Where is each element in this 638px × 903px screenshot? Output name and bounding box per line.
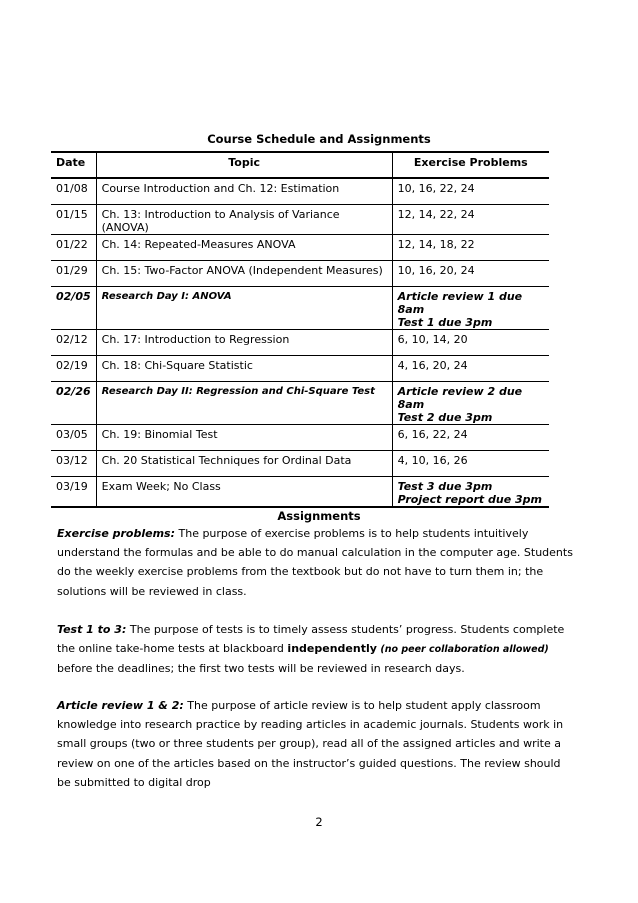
table-row (51, 260, 549, 286)
exercise-paragraph (57, 524, 577, 601)
cell-topic: Ch. 13: Introduction to Analysis of Variance (ANOVA) (96, 204, 392, 234)
cell-date: 02/19 (51, 355, 96, 381)
cell-exercise (392, 178, 549, 204)
exercise-line-1: 4, 16, 20, 24 (397, 358, 468, 372)
exercise-text: The purpose of exercise problems is to help students intuitively understand the formulas and be able to do manual calculation in the computer age. Students do the weekly exercise problems from the textbook but do not have to turn them in; the solutions will be reviewed in class. (57, 527, 573, 598)
table-row (51, 355, 549, 381)
cell-date: 02/12 (51, 329, 96, 355)
exercise-line-1: Article review 1 due 8am (397, 289, 523, 316)
table-row (51, 424, 549, 450)
cell-exercise (392, 476, 549, 507)
cell-topic: Ch. 18: Chi-Square Statistic (96, 355, 392, 381)
cell-exercise (392, 204, 549, 234)
exercise-line-1: 10, 16, 20, 24 (397, 263, 475, 277)
cell-date: 02/26 (51, 381, 96, 424)
exercise-line-1: 10, 16, 22, 24 (397, 182, 475, 195)
cell-topic: Research Day II: Regression and Chi-Square Test (96, 381, 392, 424)
exercise-line-1: 12, 14, 18, 22 (397, 237, 475, 251)
cell-topic: Course Introduction and Ch. 12: Estimation (96, 178, 392, 204)
cell-exercise (392, 355, 549, 381)
table-row (51, 234, 549, 260)
table-row (51, 286, 549, 329)
exercise-line-2: Test 1 due 3pm (397, 315, 493, 329)
exercise-line-2: Test 2 due 3pm (397, 410, 493, 424)
tests-label: Test 1 to 3: (57, 623, 127, 636)
exercise-line-1: 4, 10, 16, 26 (397, 453, 468, 467)
table-row (51, 476, 549, 507)
cell-date: 01/29 (51, 260, 96, 286)
exercise-line-1: 12, 14, 22, 24 (397, 207, 475, 221)
article-text: The purpose of article review is to help student apply classroom knowledge into research practice by reading articles in academic journals. Students work in small groups (two or three students per group), read all of the assigned articles and write a review on one of the articles based on the instructor’s guided questions. The review should be submitted to digital drop (57, 699, 564, 789)
cell-exercise (392, 234, 549, 260)
tests-note: (no peer collaboration allowed) (380, 644, 549, 656)
exercise-line-1: 6, 10, 14, 20 (397, 332, 468, 346)
schedule-table (51, 151, 549, 508)
tests-bold: independently (287, 642, 377, 656)
schedule-title: Course Schedule and Assignments (207, 132, 431, 146)
cell-exercise (392, 286, 549, 329)
cell-date: 02/05 (51, 286, 96, 329)
table-row (51, 178, 549, 204)
article-label: Article review 1 & 2: (57, 699, 184, 712)
cell-topic: Exam Week; No Class (96, 476, 392, 507)
cell-date: 03/12 (51, 450, 96, 476)
table-header-row (51, 152, 549, 178)
header-exercise: Exercise Problems (392, 152, 549, 178)
cell-exercise (392, 260, 549, 286)
cell-date: 01/08 (51, 178, 96, 204)
cell-topic: Ch. 15: Two-Factor ANOVA (Independent Measures) (96, 260, 392, 286)
cell-exercise (392, 329, 549, 355)
cell-topic: Research Day I: ANOVA (96, 286, 392, 329)
header-date: Date (51, 152, 96, 178)
header-topic: Topic (96, 152, 392, 178)
table-row (51, 329, 549, 355)
cell-date: 03/05 (51, 424, 96, 450)
cell-date: 01/22 (51, 234, 96, 260)
cell-topic: Ch. 17: Introduction to Regression (96, 329, 392, 355)
exercise-label: Exercise problems: (57, 527, 175, 540)
cell-exercise (392, 424, 549, 450)
exercise-line-2: Project report due 3pm (397, 492, 542, 506)
cell-topic: Ch. 19: Binomial Test (96, 424, 392, 450)
cell-date: 01/15 (51, 204, 96, 234)
page-number: 2 (315, 815, 323, 829)
exercise-line-1: Article review 2 due 8am (397, 384, 523, 411)
cell-topic: Ch. 14: Repeated-Measures ANOVA (96, 234, 392, 260)
cell-exercise (392, 450, 549, 476)
article-paragraph (57, 696, 577, 792)
assignments-title: Assignments (277, 509, 361, 523)
cell-topic: Ch. 20 Statistical Techniques for Ordinal Data (96, 450, 392, 476)
tests-paragraph (57, 620, 577, 679)
cell-exercise (392, 381, 549, 424)
exercise-line-1: Test 3 due 3pm (397, 479, 493, 493)
exercise-line-1: 6, 16, 22, 24 (397, 427, 468, 441)
table-row (51, 204, 549, 234)
tests-text-1: The purpose of tests is to timely assess students’ progress. Students complete the online take-home tests at blackboard (57, 623, 565, 656)
tests-text-2: before the deadlines; the first two tests will be reviewed in research days. (57, 662, 465, 676)
table-row (51, 450, 549, 476)
cell-date: 03/19 (51, 476, 96, 507)
table-row (51, 381, 549, 424)
